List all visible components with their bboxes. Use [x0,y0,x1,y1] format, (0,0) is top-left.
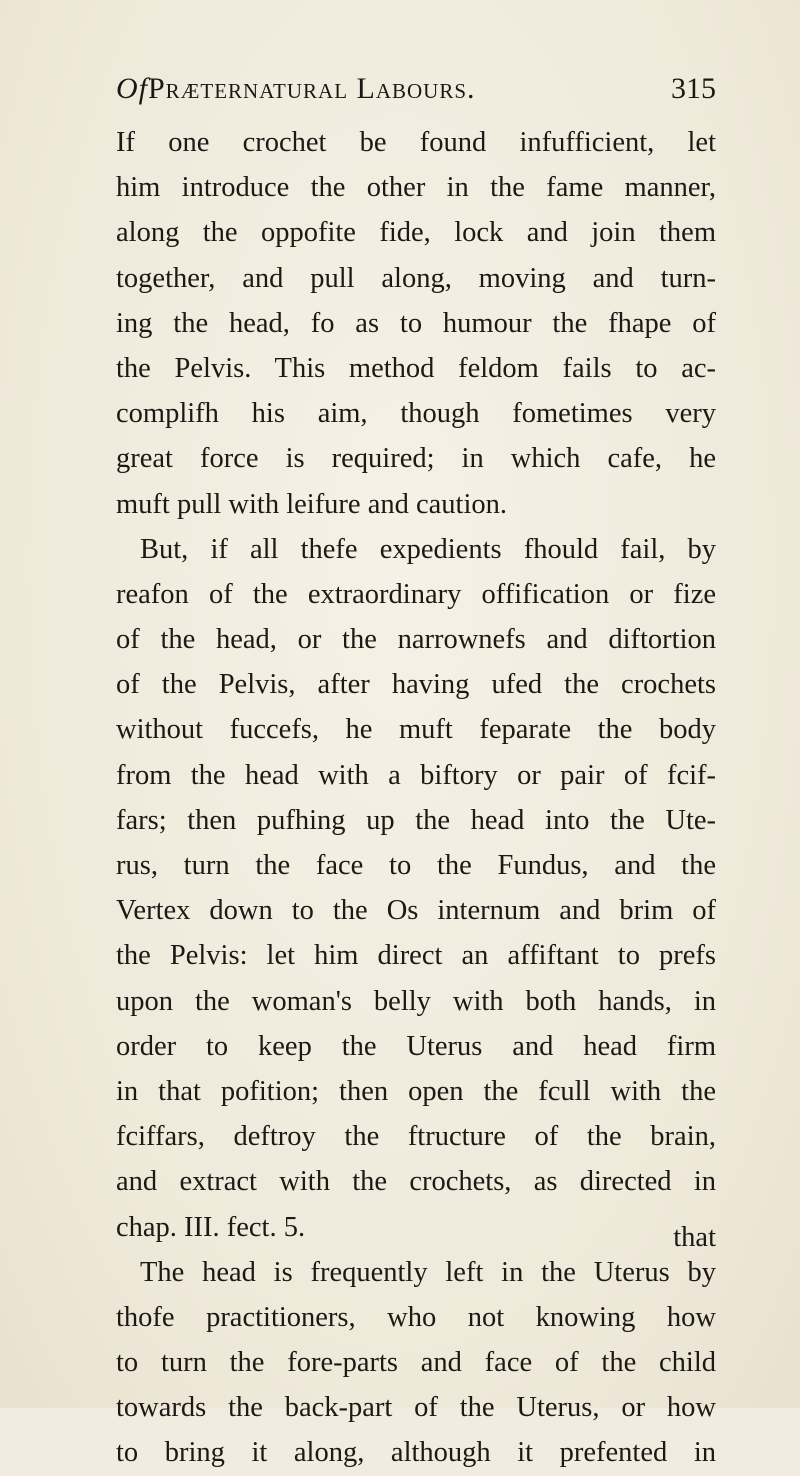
text-line: to turn the fore-parts and face of the child [116,1347,716,1379]
text-line: fars; then pufhing up the head into the Ute- [116,804,716,836]
text-line: him introduce the other in the fame manner, [116,172,716,204]
text-line: to bring it along, although it prefented in [116,1437,716,1469]
text-line: of the head, or the narrownefs and diftortion [116,624,716,656]
text-line: the Pelvis. This method feldom fails to ac- [116,352,716,384]
catchword: that [673,1222,716,1253]
text-line: thofe practitioners, who not knowing how [116,1301,716,1333]
running-title [116,72,476,106]
text-line: chap. III. fect. 5. [116,1211,306,1243]
text-line: towards the back-part of the Uterus, or how [116,1392,716,1424]
text-line: muft pull with leifure and caution. [116,488,507,520]
body-text [116,120,716,1476]
text-line: upon the woman's belly with both hands, in [116,985,716,1017]
text-line: and extract with the crochets, as directed in [116,1166,716,1198]
running-title-rest: Præternatural Labours. [148,72,476,105]
text-line: fciffars, deftroy the ftructure of the brain, [116,1121,716,1153]
text-line: ing the head, fo as to humour the fhape of [116,307,716,339]
text-line: along the oppofite fide, lock and join them [116,217,716,249]
running-title-of: Of [116,72,148,105]
text-line: in that pofition; then open the fcull with the [116,1075,716,1107]
text-line: reafon of the extraordinary offification or fize [116,578,716,610]
text-line: of the Pelvis, after having ufed the crochets [116,669,716,701]
page-number: 315 [671,72,716,105]
text-line: the Pelvis: let him direct an affiftant to prefs [116,940,716,972]
text-line: complifh his aim, though fometimes very [116,398,716,430]
text-line: together, and pull along, moving and turn- [116,262,716,294]
text-line: rus, turn the face to the Fundus, and the [116,850,716,881]
text-line: order to keep the Uterus and head firm [116,1030,716,1062]
text-line: great force is required; in which cafe, he [116,443,716,475]
text-line: But, if all thefe expedients fhould fail, by [140,533,716,565]
text-line: from the head with a biftory or pair of fcif- [116,759,716,791]
text-line: without fuccefs, he muft feparate the body [116,714,716,746]
text-line: Vertex down to the Os internum and brim of [116,895,716,927]
running-header [116,72,716,116]
text-line: If one crochet be found infufficient, let [116,127,716,158]
text-line: The head is frequently left in the Uterus by [140,1256,716,1288]
